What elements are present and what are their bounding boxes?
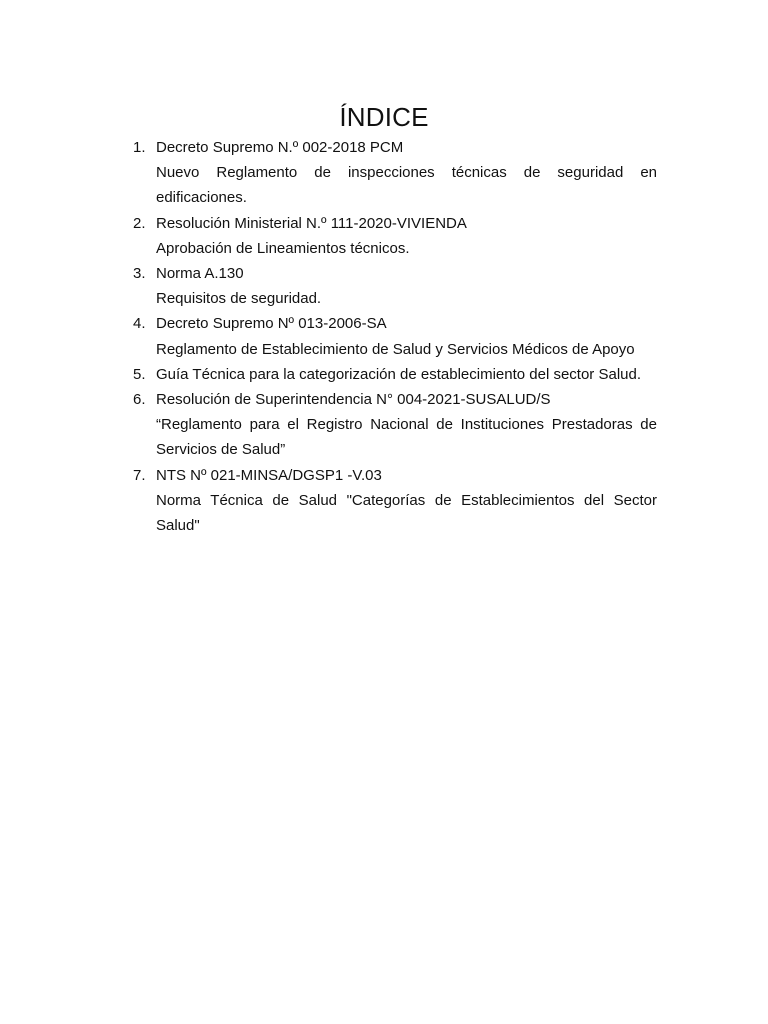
- item-description: “Reglamento para el Registro Nacional de Instituciones Prestadoras de Servicios de Salud”: [156, 416, 657, 459]
- item-heading: Resolución Ministerial N.º 111-2020-VIVIENDA: [156, 214, 467, 232]
- item-description: Norma Técnica de Salud "Categorías de Establecimientos del Sector Salud": [156, 491, 657, 535]
- index-item-7: [133, 463, 657, 539]
- item-number: 7.: [133, 466, 146, 484]
- item-description: Aprobación de Lineamientos técnicos.: [156, 239, 410, 257]
- item-description: Reglamento de Establecimiento de Salud y Servicios Médicos de Apoyo: [156, 340, 635, 358]
- index-item-1: [133, 135, 657, 211]
- item-number: 6.: [133, 391, 146, 409]
- item-heading: Decreto Supremo Nº 013-2006-SA: [156, 315, 387, 333]
- item-description: Nuevo Reglamento de inspecciones técnicas de seguridad en edificaciones.: [156, 164, 657, 207]
- item-heading: Guía Técnica para la categorización de establecimiento del sector Salud.: [156, 365, 642, 383]
- page-title: ÍNDICE: [339, 102, 429, 133]
- item-heading: Resolución de Superintendencia N° 004-2021-SUSALUD/S: [156, 391, 551, 409]
- item-number: 3.: [133, 265, 146, 283]
- index-item-5: [133, 362, 657, 387]
- item-number: 1.: [133, 139, 146, 156]
- index-list: [133, 135, 657, 538]
- index-item-4: [133, 311, 657, 361]
- index-item-3: [133, 261, 657, 311]
- item-number: 2.: [133, 214, 146, 232]
- item-heading: Norma A.130: [156, 265, 244, 283]
- item-number: 4.: [133, 315, 146, 333]
- item-heading: Decreto Supremo N.º 002-2018 PCM: [156, 139, 404, 156]
- item-heading: NTS Nº 021-MINSA/DGSP1 -V.03: [156, 466, 382, 484]
- item-description: Requisitos de seguridad.: [156, 290, 322, 308]
- item-number: 5.: [133, 365, 146, 383]
- index-item-6: [133, 387, 657, 463]
- index-item-2: [133, 211, 657, 261]
